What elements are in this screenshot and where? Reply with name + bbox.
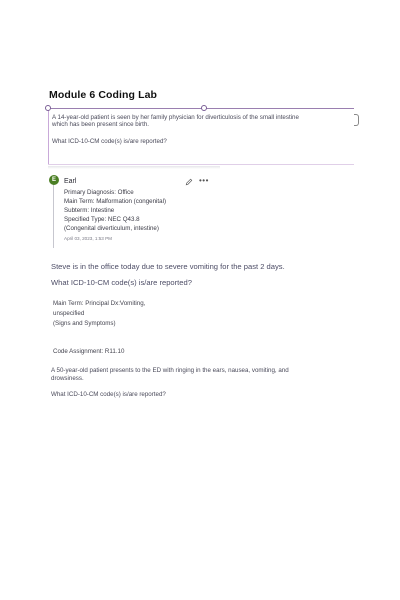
selection-frame-bottom bbox=[48, 164, 354, 165]
comment-author: Earl bbox=[64, 178, 77, 185]
code-assignment: Code Assignment: R11.10 bbox=[53, 348, 125, 355]
resize-handle-top-left[interactable] bbox=[45, 105, 51, 111]
comment-line: Primary Diagnosis: Office bbox=[64, 189, 134, 196]
answer-line: Main Term: Principal Dx:Vomiting, bbox=[53, 300, 146, 307]
edit-icon[interactable] bbox=[185, 178, 193, 186]
question-3-line-1: A 50-year-old patient presents to the ED with ringing in the ears, nausea, vomiting, and bbox=[51, 367, 289, 374]
question-1-line-1: A 14-year-old patient is seen by her family physician for diverticulosis of the small intestine bbox=[52, 114, 299, 121]
comment-card-shadow bbox=[48, 166, 220, 169]
scroll-bracket-icon bbox=[354, 114, 359, 126]
question-3-line-2: drowsiness. bbox=[51, 375, 84, 382]
comment-line: Specified Type: NEC Q43.8 bbox=[64, 216, 140, 223]
question-1-text-box[interactable] bbox=[48, 108, 354, 165]
answer-line: (Signs and Symptoms) bbox=[53, 320, 116, 327]
comment-card[interactable] bbox=[48, 166, 220, 250]
question-2-prompt: What ICD-10-CM code(s) is/are reported? bbox=[51, 278, 192, 287]
comment-line: Subterm: Intestine bbox=[64, 207, 115, 214]
comment-line: (Congenital diverticulum, intestine) bbox=[64, 225, 159, 232]
comment-thread-line bbox=[53, 182, 54, 248]
more-icon[interactable]: ••• bbox=[199, 176, 209, 185]
answer-line: unspecified bbox=[53, 310, 85, 317]
comment-timestamp: April 03, 2023, 1:53 PM bbox=[64, 236, 113, 241]
question-1-line-2: which has been present since birth. bbox=[52, 121, 149, 128]
selection-frame-left bbox=[48, 108, 49, 165]
page-title: Module 6 Coding Lab bbox=[49, 89, 158, 101]
question-3-prompt: What ICD-10-CM code(s) is/are reported? bbox=[51, 391, 166, 398]
question-1-prompt: What ICD-10-CM code(s) is/are reported? bbox=[52, 138, 167, 145]
comment-line: Main Term: Malformation (congenital) bbox=[64, 198, 167, 205]
avatar[interactable]: E bbox=[49, 175, 59, 185]
resize-handle-top-center[interactable] bbox=[201, 105, 207, 111]
question-2-scenario: Steve is in the office today due to severe vomiting for the past 2 days. bbox=[51, 262, 285, 271]
